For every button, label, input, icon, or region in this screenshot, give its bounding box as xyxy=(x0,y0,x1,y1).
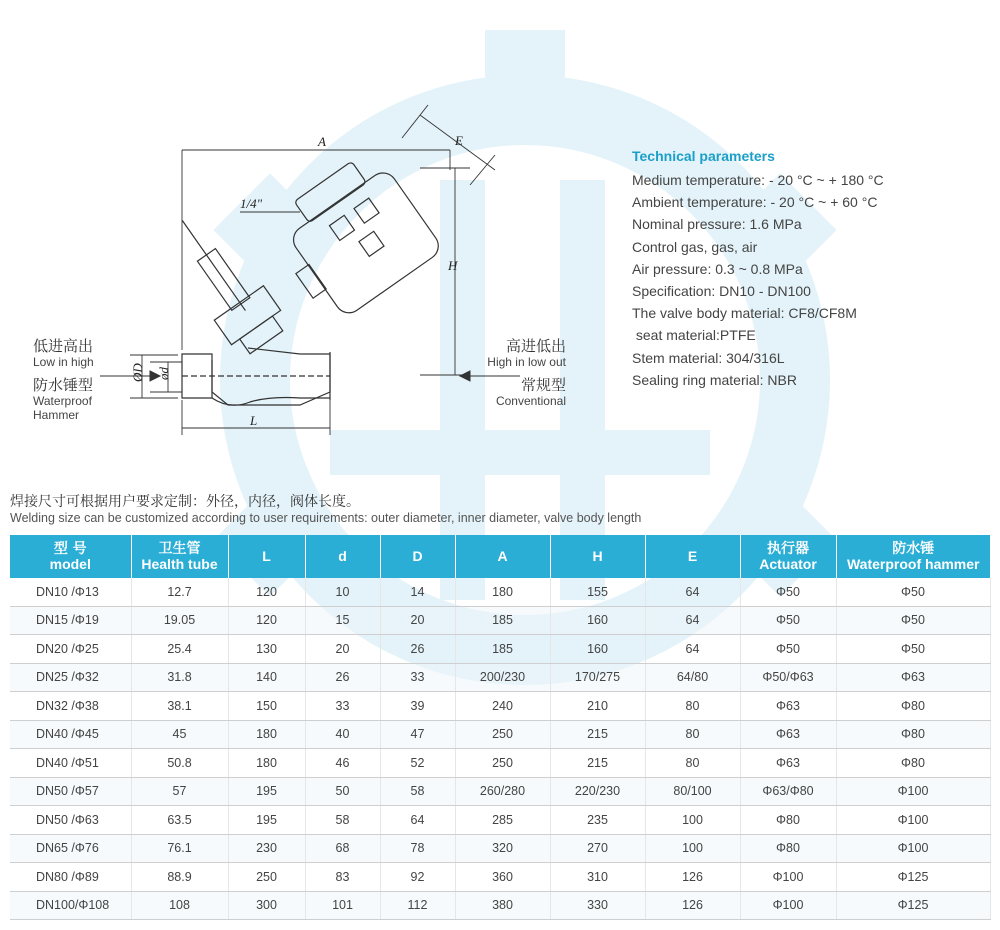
table-cell: 220/230 xyxy=(550,777,645,806)
header-e: E xyxy=(645,535,740,578)
table-cell: 83 xyxy=(305,863,380,892)
table-row xyxy=(10,777,990,806)
table-cell: Φ80 xyxy=(740,806,836,835)
cell-model: DN40 /Φ45 xyxy=(10,720,131,749)
cell-model: DN50 /Φ57 xyxy=(10,777,131,806)
table-cell: 80 xyxy=(645,692,740,721)
table-row xyxy=(10,578,990,606)
table-cell: 270 xyxy=(550,834,645,863)
table-cell: Φ125 xyxy=(836,891,990,920)
high-in-low-out-cn: 高进低出 xyxy=(505,337,566,355)
table-cell: Φ100 xyxy=(836,806,990,835)
header-d-outer: D xyxy=(380,535,455,578)
table-cell: 52 xyxy=(380,749,455,778)
table-cell: 63.5 xyxy=(131,806,228,835)
table-cell: 195 xyxy=(228,777,305,806)
dim-a-label: A xyxy=(318,134,326,149)
table-row xyxy=(10,635,990,664)
table-cell: 310 xyxy=(550,863,645,892)
waterproof-hammer-cn: 防水锤型 xyxy=(33,376,94,394)
table-cell: 235 xyxy=(550,806,645,835)
valve-bonnet xyxy=(157,204,291,360)
cell-model: DN80 /Φ89 xyxy=(10,863,131,892)
table-cell: Φ100 xyxy=(836,834,990,863)
header-health-tube: 卫生管 Health tube xyxy=(131,535,228,578)
table-cell: 64/80 xyxy=(645,663,740,692)
param-ambient-temperature: Ambient temperature: - 20 °C ~ + 60 °C xyxy=(632,194,878,211)
table-cell: 185 xyxy=(455,606,550,635)
cell-model: DN50 /Φ63 xyxy=(10,806,131,835)
table-cell: 33 xyxy=(305,692,380,721)
table-cell: 100 xyxy=(645,806,740,835)
dim-h-label: H xyxy=(448,258,458,273)
table-cell: 180 xyxy=(228,749,305,778)
table-row xyxy=(10,663,990,692)
param-body-material: The valve body material: CF8/CF8M xyxy=(632,305,857,322)
table-cell: 38.1 xyxy=(131,692,228,721)
table-cell: 100 xyxy=(645,834,740,863)
table-cell: Φ50 xyxy=(740,606,836,635)
table-cell: 200/230 xyxy=(455,663,550,692)
table-cell: Φ80 xyxy=(836,749,990,778)
table-row xyxy=(10,749,990,778)
table-cell: 130 xyxy=(228,635,305,664)
table-row xyxy=(10,891,990,920)
waterproof-hammer-en-2: Hammer xyxy=(33,408,80,422)
table-cell: 195 xyxy=(228,806,305,835)
table-cell: Φ50 xyxy=(836,578,990,606)
table-cell: 112 xyxy=(380,891,455,920)
cell-model: DN25 /Φ32 xyxy=(10,663,131,692)
conventional-cn: 常规型 xyxy=(520,376,566,394)
table-cell: 170/275 xyxy=(550,663,645,692)
table-cell: 76.1 xyxy=(131,834,228,863)
dim-e-label: E xyxy=(455,133,463,148)
table-cell: Φ100 xyxy=(836,777,990,806)
table-cell: Φ80 xyxy=(836,692,990,721)
flow-left-labels xyxy=(33,338,94,422)
dim-od-label: ØD xyxy=(130,363,145,382)
header-d-inner: d xyxy=(305,535,380,578)
table-cell: Φ50 xyxy=(740,578,836,606)
table-cell: 215 xyxy=(550,720,645,749)
table-cell: 185 xyxy=(455,635,550,664)
table-cell: 108 xyxy=(131,891,228,920)
thread-label: 1/4" xyxy=(240,196,263,211)
conventional-en: Conventional xyxy=(495,394,566,408)
table-cell: 210 xyxy=(550,692,645,721)
table-cell: 78 xyxy=(380,834,455,863)
cell-model: DN10 /Φ13 xyxy=(10,578,131,606)
table-cell: 240 xyxy=(455,692,550,721)
table-cell: 64 xyxy=(645,578,740,606)
table-cell: 180 xyxy=(228,720,305,749)
table-cell: 88.9 xyxy=(131,863,228,892)
table-cell: 126 xyxy=(645,863,740,892)
param-nominal-pressure: Nominal pressure: 1.6 MPa xyxy=(632,216,802,233)
technical-parameters xyxy=(632,147,884,391)
table-cell: Φ50 xyxy=(836,606,990,635)
table-cell: Φ50 xyxy=(836,635,990,664)
cell-model: DN32 /Φ38 xyxy=(10,692,131,721)
table-row xyxy=(10,692,990,721)
table-cell: 20 xyxy=(380,606,455,635)
table-cell: 45 xyxy=(131,720,228,749)
table-cell: 120 xyxy=(228,606,305,635)
table-row xyxy=(10,863,990,892)
header-h: H xyxy=(550,535,645,578)
table-row xyxy=(10,834,990,863)
table-cell: Φ63 xyxy=(740,692,836,721)
table-cell: 26 xyxy=(380,635,455,664)
table-cell: 68 xyxy=(305,834,380,863)
valve-actuator xyxy=(261,147,443,327)
table-cell: 19.05 xyxy=(131,606,228,635)
table-cell: 101 xyxy=(305,891,380,920)
table-cell: 360 xyxy=(455,863,550,892)
header-waterproof-hammer: 防水锤 Waterproof hammer xyxy=(836,535,990,578)
table-cell: 120 xyxy=(228,578,305,606)
table-cell: 26 xyxy=(305,663,380,692)
table-cell: 12.7 xyxy=(131,578,228,606)
table-cell: Φ63/Φ80 xyxy=(740,777,836,806)
table-cell: 160 xyxy=(550,606,645,635)
table-cell: 155 xyxy=(550,578,645,606)
table-cell: 380 xyxy=(455,891,550,920)
param-seat-material: seat material:PTFE xyxy=(632,327,756,344)
header-model: 型 号 model xyxy=(10,535,131,578)
table-cell: 260/280 xyxy=(455,777,550,806)
table-cell: 250 xyxy=(455,720,550,749)
cell-model: DN100/Φ108 xyxy=(10,891,131,920)
table-cell: 50.8 xyxy=(131,749,228,778)
customization-note-cn: 焊接尺寸可根据用户要求定制：外径，内径，阀体长度。 xyxy=(10,494,360,510)
waterproof-hammer-en-1: Waterproof xyxy=(33,394,92,408)
param-stem-material: Stem material: 304/316L xyxy=(632,349,785,366)
table-cell: Φ80 xyxy=(836,720,990,749)
table-cell: 80 xyxy=(645,749,740,778)
table-cell: Φ50/Φ63 xyxy=(740,663,836,692)
table-cell: 47 xyxy=(380,720,455,749)
cell-model: DN40 /Φ51 xyxy=(10,749,131,778)
table-cell: 300 xyxy=(228,891,305,920)
table-cell: 58 xyxy=(305,806,380,835)
table-cell: 25.4 xyxy=(131,635,228,664)
table-cell: 58 xyxy=(380,777,455,806)
dim-l-label: L xyxy=(250,413,258,428)
table-cell: 20 xyxy=(305,635,380,664)
header-l: L xyxy=(228,535,305,578)
table-cell: Φ100 xyxy=(740,891,836,920)
table-cell: 50 xyxy=(305,777,380,806)
param-control-gas: Control gas, gas, air xyxy=(632,238,758,255)
param-air-pressure: Air pressure: 0.3 ~ 0.8 MPa xyxy=(632,260,803,277)
table-cell: 64 xyxy=(645,606,740,635)
table-cell: 15 xyxy=(305,606,380,635)
table-cell: 285 xyxy=(455,806,550,835)
dim-id-label: ød xyxy=(156,367,171,380)
table-cell: 33 xyxy=(380,663,455,692)
table-cell: 150 xyxy=(228,692,305,721)
table-row xyxy=(10,720,990,749)
cell-model: DN20 /Φ25 xyxy=(10,635,131,664)
table-cell: 64 xyxy=(380,806,455,835)
table-cell: 160 xyxy=(550,635,645,664)
table-cell: 92 xyxy=(380,863,455,892)
low-in-high-en: Low in high xyxy=(33,355,94,369)
table-cell: 40 xyxy=(305,720,380,749)
table-cell: 230 xyxy=(228,834,305,863)
table-cell: Φ63 xyxy=(740,749,836,778)
table-cell: 14 xyxy=(380,578,455,606)
table-cell: 140 xyxy=(228,663,305,692)
table-cell: 250 xyxy=(228,863,305,892)
header-actuator: 执行器 Actuator xyxy=(740,535,836,578)
spec-table xyxy=(10,535,991,920)
low-in-high-cn: 低进高出 xyxy=(33,337,94,355)
table-cell: Φ100 xyxy=(740,863,836,892)
param-medium-temperature: Medium temperature: - 20 °C ~ + 180 °C xyxy=(632,172,884,188)
table-cell: 80/100 xyxy=(645,777,740,806)
table-row xyxy=(10,606,990,635)
param-specification: Specification: DN10 - DN100 xyxy=(632,283,811,300)
technical-parameters-title: Technical parameters xyxy=(632,148,775,164)
table-cell: 64 xyxy=(645,635,740,664)
table-cell: 31.8 xyxy=(131,663,228,692)
high-in-low-out-en: High in low out xyxy=(487,355,566,369)
header-a: A xyxy=(455,535,550,578)
table-cell: 215 xyxy=(550,749,645,778)
table-cell: 330 xyxy=(550,891,645,920)
spec-table-header xyxy=(10,535,990,578)
valve-body xyxy=(182,348,330,405)
table-cell: 126 xyxy=(645,891,740,920)
cell-model: DN15 /Φ19 xyxy=(10,606,131,635)
table-cell: 80 xyxy=(645,720,740,749)
flow-right-labels xyxy=(470,338,566,408)
table-cell: Φ80 xyxy=(740,834,836,863)
customization-note xyxy=(10,494,641,525)
table-cell: 57 xyxy=(131,777,228,806)
table-cell: 180 xyxy=(455,578,550,606)
table-cell: Φ63 xyxy=(836,663,990,692)
table-cell: Φ50 xyxy=(740,635,836,664)
cell-model: DN65 /Φ76 xyxy=(10,834,131,863)
table-cell: Φ63 xyxy=(740,720,836,749)
table-cell: 46 xyxy=(305,749,380,778)
table-cell: 250 xyxy=(455,749,550,778)
table-row xyxy=(10,806,990,835)
table-cell: 10 xyxy=(305,578,380,606)
table-cell: Φ125 xyxy=(836,863,990,892)
table-cell: 39 xyxy=(380,692,455,721)
param-sealing-ring: Sealing ring material: NBR xyxy=(632,371,797,388)
customization-note-en: Welding size can be customized according to user requirements: outer diameter, inner diameter, valve body length xyxy=(10,511,642,525)
table-cell: 320 xyxy=(455,834,550,863)
